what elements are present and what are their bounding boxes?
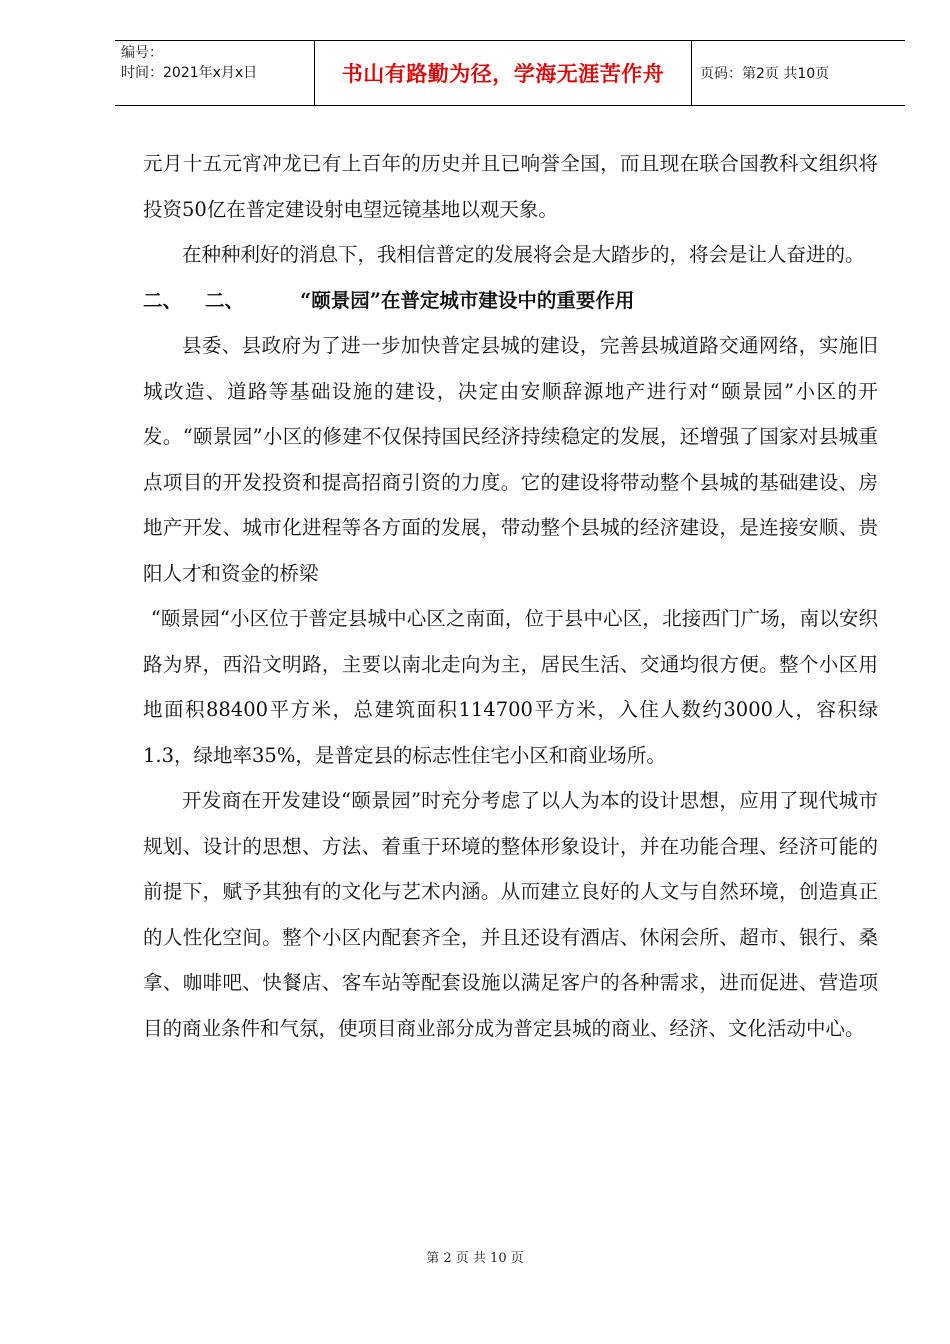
header-meta <box>115 41 315 105</box>
paragraph-4: “颐景园“小区位于普定县城中心区之南面，位于县中心区，北接西门广场，南以安织路为界，西沿文明路，主要以南北走向为主，居民生活、交通均很方便。整个小区用地面积88400平方米，总建筑面积114700平方米，入住人数约3000人，容积绿1.3，绿地率35%，是普定县的标志性住宅小区和商业场所。 <box>143 607 878 767</box>
section-number: 二、 <box>143 288 183 312</box>
section-title: “颐景园”在普定城市建设中的重要作用 <box>300 288 635 312</box>
paragraph-5: 开发商在开发建设“颐景园”时充分考虑了以人为本的设计思想，应用了现代城市规划、设计的思想、方法、着重于环境的整体形象设计，并在功能合理、经济可能的前提下，赋予其独有的文化与艺术内涵。从而建立良好的人文与自然环境，创造真正的人性化空间。整个小区内配套齐全，并且还设有酒店、休闲会所、超市、银行、桑拿、咖啡吧、快餐店、客车站等配套设施以满足客户的各种需求，进而促进、营造项目的商业条件和气氛，使项目商业部分成为普定县城的商业、经济、文化活动中心。 <box>143 789 878 1040</box>
page-header <box>115 40 905 106</box>
paragraph-3: 县委、县政府为了进一步加快普定县城的建设，完善县城道路交通网络，实施旧城改造、道路等基础设施的建设，决定由安顺辞源地产进行对“颐景园”小区的开发。“颐景园”小区的修建不仅保持国民经济持续稳定的发展，还增强了国家对县城重点项目的开发投资和提高招商引资的力度。它的建设将带动整个县城的基础建设、房地产开发、城市化进程等各方面的发展，带动整个县城的经济建设，是连接安顺、贵阳人才和资金的桥梁 <box>143 334 878 585</box>
header-page-number: 页码：第2页 共10页 <box>700 66 830 82</box>
header-motto: 书山有路勤为径，学海无涯苦作舟 <box>315 41 692 105</box>
page-footer: 第 2 页 共 10 页 <box>426 1251 524 1266</box>
paragraph-1: 元月十五元宵冲龙已有上百年的历史并且已响誉全国，而且现在联合国教科文组织将投资50亿在普定建设射电望远镜基地以观天象。 <box>143 152 878 221</box>
document-number-label: 编号： <box>121 45 163 61</box>
section-number-duplicate: 二、 <box>205 288 245 312</box>
document-time-label: 时间：2021年x月x日 <box>121 65 258 81</box>
paragraph-2: 在种种利好的消息下，我相信普定的发展将会是大踏步的，将会是让人奋进的。 <box>182 243 865 266</box>
section-heading <box>143 278 878 324</box>
document-body <box>143 141 878 1051</box>
